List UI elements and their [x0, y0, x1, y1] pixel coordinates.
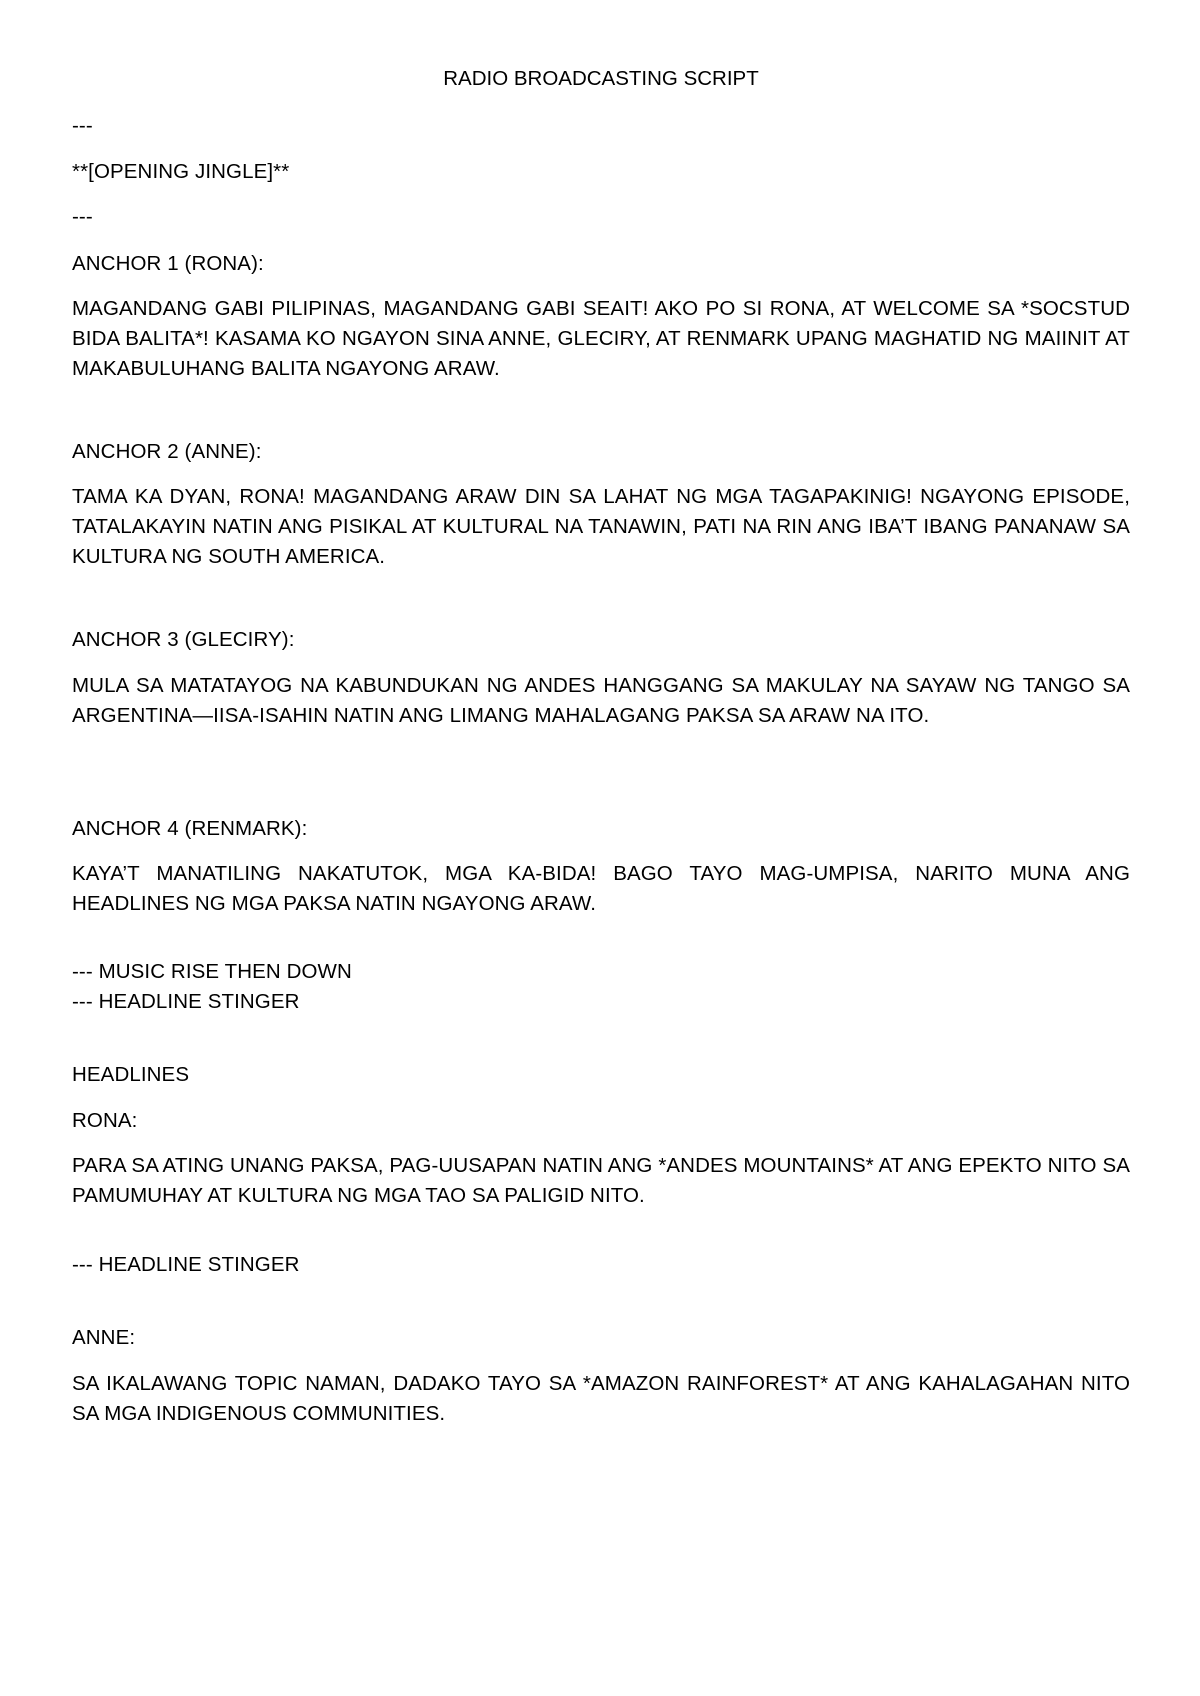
anchor-1-label: ANCHOR 1 (RONA): — [72, 252, 264, 275]
anchor-2-label: ANCHOR 2 (ANNE): — [72, 440, 262, 463]
rona-label: RONA: — [72, 1109, 138, 1132]
anchor-4-text: KAYA’T MANATILING NAKATUTOK, MGA KA-BIDA! BAGO TAYO MAG-UMPISA, NARITO MUNA ANG HEADLINES NG MGA PAKSA NATIN NGAYONG ARAW. — [72, 862, 1130, 915]
rona-text: PARA SA ATING UNANG PAKSA, PAG-UUSAPAN NATIN ANG *ANDES MOUNTAINS* AT ANG EPEKTO NITO SA PAMUMUHAY AT KULTURA NG MGA TAO SA PALIGID NITO. — [72, 1154, 1130, 1207]
separator: --- — [72, 114, 93, 137]
anchor-3-label: ANCHOR 3 (GLECIRY): — [72, 628, 295, 651]
anchor-1-text: MAGANDANG GABI PILIPINAS, MAGANDANG GABI SEAIT! AKO PO SI RONA, AT WELCOME SA *SOCSTUD BIDA BALITA*! KASAMA KO NGAYON SINA ANNE, GLECIRY, AT RENMARK UPANG MAGHATID NG MAIINIT AT MAKABULUHANG BALITA NGAYONG ARAW. — [72, 297, 1130, 380]
headline-stinger-cue: --- HEADLINE STINGER — [72, 1253, 300, 1276]
opening-jingle-cue: **[OPENING JINGLE]** — [72, 160, 290, 183]
anchor-4-label: ANCHOR 4 (RENMARK): — [72, 817, 308, 840]
headline-stinger-cue: --- HEADLINE STINGER — [72, 990, 300, 1013]
anne-text: SA IKALAWANG TOPIC NAMAN, DADAKO TAYO SA *AMAZON RAINFOREST* AT ANG KAHALAGAHAN NITO SA MGA INDIGENOUS COMMUNITIES. — [72, 1372, 1130, 1425]
document-title: RADIO BROADCASTING SCRIPT — [443, 67, 759, 90]
document-page — [72, 0, 1130, 1696]
music-cue: --- MUSIC RISE THEN DOWN — [72, 960, 352, 983]
anne-label: ANNE: — [72, 1326, 136, 1349]
anchor-2-text: TAMA KA DYAN, RONA! MAGANDANG ARAW DIN SA LAHAT NG MGA TAGAPAKINIG! NGAYONG EPISODE, TATALAKAYIN NATIN ANG PISIKAL AT KULTURAL NA TANAWIN, PATI NA RIN ANG IBA’T IBANG PANANAW SA KULTURA NG SOUTH AMERICA. — [72, 485, 1130, 568]
separator: --- — [72, 205, 93, 228]
headlines-heading: HEADLINES — [72, 1063, 190, 1086]
anchor-3-text: MULA SA MATATAYOG NA KABUNDUKAN NG ANDES HANGGANG SA MAKULAY NA SAYAW NG TANGO SA ARGENTINA—IISA-ISAHIN NATIN ANG LIMANG MAHALAGANG PAKSA SA ARAW NA ITO. — [72, 674, 1130, 727]
